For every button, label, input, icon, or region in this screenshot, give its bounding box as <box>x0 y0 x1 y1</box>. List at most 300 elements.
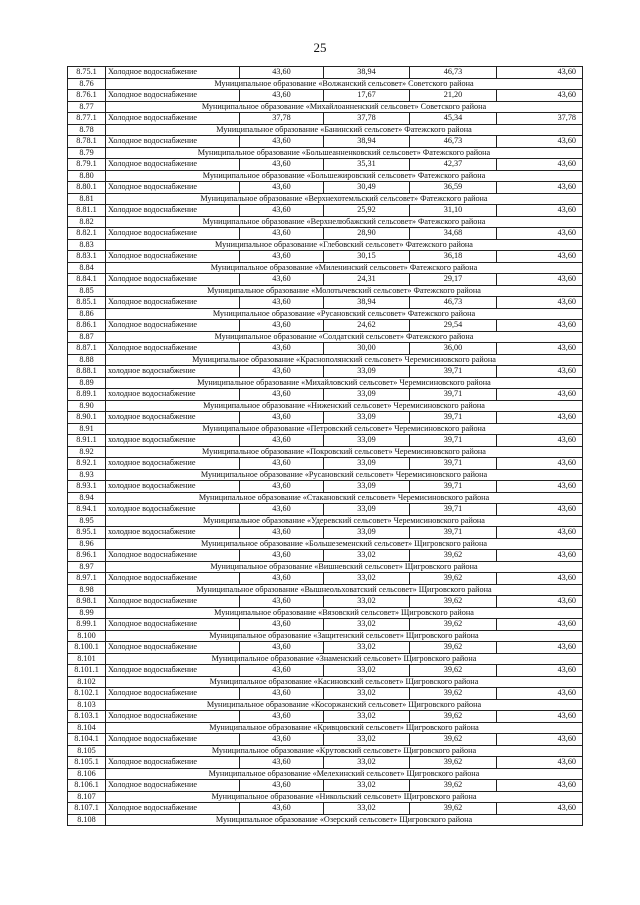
municipality-name: Муниципальное образование «Михайловский сельсовет» Черемисиновского района <box>106 377 583 389</box>
tariff-value-4: 43,60 <box>497 550 583 562</box>
municipality-row <box>68 124 583 136</box>
tariff-value-4: 43,60 <box>497 734 583 746</box>
tariff-value-4: 43,60 <box>497 573 583 585</box>
tariff-value-3: 46,73 <box>410 136 497 148</box>
tariff-row <box>68 780 583 792</box>
municipality-name: Муниципальное образование «Большеанненковский сельсовет» Фатежского района <box>106 147 583 159</box>
tariff-value-4: 37,78 <box>497 113 583 125</box>
tariff-value-1: 43,60 <box>240 642 324 654</box>
service-name: Холодное водоснабжение <box>106 228 240 240</box>
row-number: 8.97 <box>68 561 106 573</box>
municipality-name: Муниципальное образование «Кривцовский сельсовет» Щигровского района <box>106 722 583 734</box>
row-number: 8.82.1 <box>68 228 106 240</box>
tariff-value-1: 43,60 <box>240 596 324 608</box>
tariff-value-1: 43,60 <box>240 458 324 470</box>
municipality-row <box>68 584 583 596</box>
tariff-value-3: 34,68 <box>410 228 497 240</box>
row-number: 8.78 <box>68 124 106 136</box>
municipality-row <box>68 791 583 803</box>
municipality-row <box>68 331 583 343</box>
tariff-value-1: 43,60 <box>240 366 324 378</box>
tariff-row <box>68 113 583 125</box>
tariff-value-4: 43,60 <box>497 665 583 677</box>
row-number: 8.106.1 <box>68 780 106 792</box>
municipality-row <box>68 768 583 780</box>
tariff-value-3: 36,00 <box>410 343 497 355</box>
row-number: 8.77.1 <box>68 113 106 125</box>
tariff-value-2: 28,90 <box>324 228 410 240</box>
tariff-row <box>68 734 583 746</box>
tariff-row <box>68 343 583 355</box>
municipality-row <box>68 469 583 481</box>
tariff-row <box>68 596 583 608</box>
tariff-value-1: 43,60 <box>240 67 324 79</box>
row-number: 8.93 <box>68 469 106 481</box>
service-name: Холодное водоснабжение <box>106 274 240 286</box>
tariff-value-3: 39,62 <box>410 596 497 608</box>
municipality-row <box>68 676 583 688</box>
service-name: Холодное водоснабжение <box>106 550 240 562</box>
tariff-value-2: 33,02 <box>324 642 410 654</box>
row-number: 8.81.1 <box>68 205 106 217</box>
tariff-row <box>68 389 583 401</box>
tariff-value-4: 43,60 <box>497 619 583 631</box>
municipality-row <box>68 147 583 159</box>
row-number: 8.103 <box>68 699 106 711</box>
row-number: 8.78.1 <box>68 136 106 148</box>
municipality-name: Муниципальное образование «Озерский сельсовет» Щигровского района <box>106 814 583 826</box>
tariff-value-3: 39,71 <box>410 435 497 447</box>
tariff-value-2: 30,49 <box>324 182 410 194</box>
tariff-value-3: 39,62 <box>410 573 497 585</box>
tariff-value-1: 43,60 <box>240 205 324 217</box>
tariff-row <box>68 136 583 148</box>
service-name: Холодное водоснабжение <box>106 803 240 815</box>
tariff-value-4: 43,60 <box>497 389 583 401</box>
municipality-name: Муниципальное образование «Русановский сельсовет» Фатежского района <box>106 308 583 320</box>
tariff-value-1: 43,60 <box>240 412 324 424</box>
service-name: Холодное водоснабжение <box>106 67 240 79</box>
tariff-value-4: 43,60 <box>497 90 583 102</box>
tariff-value-4: 43,60 <box>497 412 583 424</box>
row-number: 8.95 <box>68 515 106 527</box>
row-number: 8.79 <box>68 147 106 159</box>
tariff-value-2: 33,02 <box>324 619 410 631</box>
municipality-name: Муниципальное образование «Мелехинский сельсовет» Щигровского района <box>106 768 583 780</box>
row-number: 8.89 <box>68 377 106 389</box>
tariff-value-1: 43,60 <box>240 688 324 700</box>
municipality-name: Муниципальное образование «Волжанский сельсовет» Советского района <box>106 78 583 90</box>
service-name: Холодное водоснабжение <box>106 734 240 746</box>
tariff-value-4: 43,60 <box>497 803 583 815</box>
municipality-name: Муниципальное образование «Никольский сельсовет» Щигровского района <box>106 791 583 803</box>
tariff-value-3: 36,18 <box>410 251 497 263</box>
tariff-value-3: 39,71 <box>410 458 497 470</box>
municipality-name: Муниципальное образование «Солдатский сельсовет» Фатежского района <box>106 331 583 343</box>
tariff-table <box>67 66 583 826</box>
tariff-row <box>68 412 583 424</box>
tariff-row <box>68 619 583 631</box>
tariff-value-2: 33,09 <box>324 366 410 378</box>
municipality-name: Муниципальное образование «Вишневский сельсовет» Щигровского района <box>106 561 583 573</box>
row-number: 8.81 <box>68 193 106 205</box>
tariff-row <box>68 642 583 654</box>
tariff-value-4: 43,60 <box>497 67 583 79</box>
row-number: 8.99 <box>68 607 106 619</box>
tariff-value-3: 39,62 <box>410 757 497 769</box>
municipality-name: Муниципальное образование «Большеземенский сельсовет» Щигровского района <box>106 538 583 550</box>
tariff-value-4: 43,60 <box>497 274 583 286</box>
service-name: Холодное водоснабжение <box>106 136 240 148</box>
municipality-name: Муниципальное образование «Миленинский сельсовет» Фатежского района <box>106 262 583 274</box>
tariff-value-1: 43,60 <box>240 274 324 286</box>
tariff-value-2: 25,92 <box>324 205 410 217</box>
tariff-row <box>68 504 583 516</box>
tariff-value-2: 30,15 <box>324 251 410 263</box>
row-number: 8.101.1 <box>68 665 106 677</box>
row-number: 8.102 <box>68 676 106 688</box>
tariff-table-body <box>68 67 583 826</box>
row-number: 8.84.1 <box>68 274 106 286</box>
tariff-value-2: 33,09 <box>324 458 410 470</box>
municipality-name: Муниципальное образование «Глебовский сельсовет» Фатежского района <box>106 239 583 251</box>
municipality-row <box>68 538 583 550</box>
tariff-row <box>68 228 583 240</box>
tariff-value-1: 43,60 <box>240 504 324 516</box>
page-number: 25 <box>313 40 327 55</box>
row-number: 8.104.1 <box>68 734 106 746</box>
tariff-value-3: 39,71 <box>410 412 497 424</box>
row-number: 8.76 <box>68 78 106 90</box>
municipality-row <box>68 492 583 504</box>
row-number: 8.88 <box>68 354 106 366</box>
tariff-value-1: 43,60 <box>240 527 324 539</box>
tariff-value-3: 42,37 <box>410 159 497 171</box>
municipality-name: Муниципальное образование «Ниженский сельсовет» Черемисиновского района <box>106 400 583 412</box>
tariff-value-1: 43,60 <box>240 90 324 102</box>
tariff-value-1: 43,60 <box>240 757 324 769</box>
service-name: Холодное водоснабжение <box>106 90 240 102</box>
row-number: 8.87 <box>68 331 106 343</box>
service-name: Холодное водоснабжение <box>106 780 240 792</box>
municipality-row <box>68 216 583 228</box>
tariff-value-2: 33,02 <box>324 573 410 585</box>
tariff-row <box>68 159 583 171</box>
tariff-value-3: 39,62 <box>410 803 497 815</box>
tariff-value-2: 38,94 <box>324 67 410 79</box>
tariff-row <box>68 481 583 493</box>
tariff-value-3: 45,34 <box>410 113 497 125</box>
municipality-row <box>68 193 583 205</box>
tariff-value-1: 43,60 <box>240 159 324 171</box>
service-name: Холодное водоснабжение <box>106 665 240 677</box>
row-number: 8.90.1 <box>68 412 106 424</box>
row-number: 8.83 <box>68 239 106 251</box>
tariff-row <box>68 205 583 217</box>
municipality-row <box>68 285 583 297</box>
tariff-row <box>68 757 583 769</box>
tariff-row <box>68 573 583 585</box>
municipality-row <box>68 239 583 251</box>
tariff-value-3: 39,62 <box>410 688 497 700</box>
tariff-value-4: 43,60 <box>497 366 583 378</box>
row-number: 8.98.1 <box>68 596 106 608</box>
municipality-name: Муниципальное образование «Косоржанский сельсовет» Щигровского района <box>106 699 583 711</box>
row-number: 8.103.1 <box>68 711 106 723</box>
row-number: 8.107 <box>68 791 106 803</box>
tariff-value-1: 43,60 <box>240 550 324 562</box>
tariff-value-3: 39,71 <box>410 389 497 401</box>
municipality-name: Муниципальное образование «Краснополянский сельсовет» Черемисиновского района <box>106 354 583 366</box>
row-number: 8.106 <box>68 768 106 780</box>
tariff-value-4: 43,60 <box>497 136 583 148</box>
row-number: 8.105 <box>68 745 106 757</box>
service-name: Холодное водоснабжение <box>106 251 240 263</box>
row-number: 8.105.1 <box>68 757 106 769</box>
tariff-value-4: 43,60 <box>497 711 583 723</box>
service-name: холодное водоснабжение <box>106 527 240 539</box>
row-number: 8.90 <box>68 400 106 412</box>
tariff-value-2: 24,31 <box>324 274 410 286</box>
service-name: Холодное водоснабжение <box>106 596 240 608</box>
tariff-value-4: 43,60 <box>497 780 583 792</box>
row-number: 8.96.1 <box>68 550 106 562</box>
municipality-name: Муниципальное образование «Молотычевский сельсовет» Фатежского района <box>106 285 583 297</box>
tariff-value-3: 39,62 <box>410 550 497 562</box>
tariff-value-2: 33,09 <box>324 481 410 493</box>
row-number: 8.91 <box>68 423 106 435</box>
service-name: Холодное водоснабжение <box>106 573 240 585</box>
municipality-name: Муниципальное образование «Покровский сельсовет» Черемисиновского района <box>106 446 583 458</box>
service-name: Холодное водоснабжение <box>106 688 240 700</box>
tariff-value-1: 43,60 <box>240 343 324 355</box>
row-number: 8.91.1 <box>68 435 106 447</box>
tariff-value-2: 33,02 <box>324 734 410 746</box>
tariff-value-1: 43,60 <box>240 389 324 401</box>
service-name: холодное водоснабжение <box>106 458 240 470</box>
municipality-row <box>68 814 583 826</box>
row-number: 8.99.1 <box>68 619 106 631</box>
tariff-row <box>68 320 583 332</box>
municipality-row <box>68 78 583 90</box>
service-name: Холодное водоснабжение <box>106 343 240 355</box>
municipality-name: Муниципальное образование «Верхнехотемльский сельсовет» Фатежского района <box>106 193 583 205</box>
tariff-value-2: 30,00 <box>324 343 410 355</box>
municipality-row <box>68 561 583 573</box>
municipality-row <box>68 630 583 642</box>
municipality-name: Муниципальное образование «Верхнелюбажский сельсовет» Фатежского района <box>106 216 583 228</box>
municipality-name: Муниципальное образование «Крутовский сельсовет» Щигровского района <box>106 745 583 757</box>
tariff-value-4: 43,60 <box>497 182 583 194</box>
tariff-value-4: 43,60 <box>497 458 583 470</box>
municipality-row <box>68 262 583 274</box>
tariff-value-3: 29,17 <box>410 274 497 286</box>
row-number: 8.95.1 <box>68 527 106 539</box>
municipality-row <box>68 722 583 734</box>
tariff-row <box>68 366 583 378</box>
row-number: 8.83.1 <box>68 251 106 263</box>
municipality-name: Муниципальное образование «Стакановский сельсовет» Черемисиновского района <box>106 492 583 504</box>
tariff-value-1: 43,60 <box>240 320 324 332</box>
row-number: 8.85.1 <box>68 297 106 309</box>
tariff-row <box>68 274 583 286</box>
tariff-value-3: 39,62 <box>410 780 497 792</box>
row-number: 8.80 <box>68 170 106 182</box>
tariff-value-3: 39,62 <box>410 711 497 723</box>
tariff-value-4: 43,60 <box>497 320 583 332</box>
municipality-row <box>68 446 583 458</box>
tariff-value-1: 43,60 <box>240 297 324 309</box>
service-name: холодное водоснабжение <box>106 389 240 401</box>
tariff-value-2: 33,09 <box>324 435 410 447</box>
service-name: холодное водоснабжение <box>106 481 240 493</box>
tariff-value-4: 43,60 <box>497 642 583 654</box>
tariff-row <box>68 435 583 447</box>
service-name: холодное водоснабжение <box>106 412 240 424</box>
tariff-value-1: 43,60 <box>240 136 324 148</box>
municipality-row <box>68 101 583 113</box>
tariff-value-3: 36,59 <box>410 182 497 194</box>
municipality-name: Муниципальное образование «Защитенский сельсовет» Щигровского района <box>106 630 583 642</box>
row-number: 8.85 <box>68 285 106 297</box>
tariff-value-4: 43,60 <box>497 527 583 539</box>
tariff-value-2: 38,94 <box>324 136 410 148</box>
tariff-value-3: 39,71 <box>410 366 497 378</box>
row-number: 8.86 <box>68 308 106 320</box>
tariff-row <box>68 688 583 700</box>
municipality-row <box>68 377 583 389</box>
service-name: холодное водоснабжение <box>106 504 240 516</box>
tariff-value-4: 43,60 <box>497 596 583 608</box>
tariff-row <box>68 90 583 102</box>
tariff-value-1: 43,60 <box>240 251 324 263</box>
row-number: 8.75.1 <box>68 67 106 79</box>
tariff-value-3: 39,62 <box>410 665 497 677</box>
municipality-row <box>68 400 583 412</box>
tariff-row <box>68 182 583 194</box>
tariff-value-1: 43,60 <box>240 481 324 493</box>
row-number: 8.93.1 <box>68 481 106 493</box>
row-number: 8.82 <box>68 216 106 228</box>
service-name: Холодное водоснабжение <box>106 320 240 332</box>
row-number: 8.100 <box>68 630 106 642</box>
tariff-row <box>68 711 583 723</box>
service-name: Холодное водоснабжение <box>106 205 240 217</box>
row-number: 8.84 <box>68 262 106 274</box>
row-number: 8.87.1 <box>68 343 106 355</box>
service-name: Холодное водоснабжение <box>106 619 240 631</box>
row-number: 8.108 <box>68 814 106 826</box>
tariff-row <box>68 527 583 539</box>
municipality-row <box>68 423 583 435</box>
service-name: Холодное водоснабжение <box>106 182 240 194</box>
tariff-row <box>68 67 583 79</box>
municipality-row <box>68 515 583 527</box>
tariff-value-4: 43,60 <box>497 205 583 217</box>
municipality-row <box>68 653 583 665</box>
service-name: холодное водоснабжение <box>106 435 240 447</box>
tariff-value-2: 33,02 <box>324 550 410 562</box>
tariff-value-2: 33,02 <box>324 665 410 677</box>
tariff-value-2: 24,62 <box>324 320 410 332</box>
municipality-name: Муниципальное образование «Касиновский сельсовет» Щигровского района <box>106 676 583 688</box>
tariff-value-3: 39,62 <box>410 734 497 746</box>
tariff-value-1: 43,60 <box>240 619 324 631</box>
service-name: Холодное водоснабжение <box>106 757 240 769</box>
municipality-name: Муниципальное образование «Знаменский сельсовет» Щигровского района <box>106 653 583 665</box>
tariff-row <box>68 550 583 562</box>
row-number: 8.102.1 <box>68 688 106 700</box>
tariff-value-2: 33,02 <box>324 780 410 792</box>
municipality-name: Муниципальное образование «Михайлоанненский сельсовет» Советского района <box>106 101 583 113</box>
service-name: Холодное водоснабжение <box>106 711 240 723</box>
tariff-value-2: 33,09 <box>324 412 410 424</box>
tariff-value-4: 43,60 <box>497 688 583 700</box>
row-number: 8.86.1 <box>68 320 106 332</box>
tariff-row <box>68 458 583 470</box>
municipality-name: Муниципальное образование «Вышнеольховатский сельсовет» Щигровского района <box>106 584 583 596</box>
tariff-value-2: 33,02 <box>324 803 410 815</box>
tariff-value-3: 39,71 <box>410 504 497 516</box>
row-number: 8.79.1 <box>68 159 106 171</box>
municipality-name: Муниципальное образование «Банинский сельсовет» Фатежского района <box>106 124 583 136</box>
tariff-value-2: 33,02 <box>324 757 410 769</box>
row-number: 8.104 <box>68 722 106 734</box>
tariff-value-1: 43,60 <box>240 803 324 815</box>
municipality-row <box>68 699 583 711</box>
row-number: 8.100.1 <box>68 642 106 654</box>
municipality-name: Муниципальное образование «Большежировский сельсовет» Фатежского района <box>106 170 583 182</box>
row-number: 8.94.1 <box>68 504 106 516</box>
tariff-row <box>68 665 583 677</box>
row-number: 8.80.1 <box>68 182 106 194</box>
row-number: 8.96 <box>68 538 106 550</box>
row-number: 8.92 <box>68 446 106 458</box>
tariff-value-2: 37,78 <box>324 113 410 125</box>
municipality-name: Муниципальное образование «Удеревский сельсовет» Черемисиновского района <box>106 515 583 527</box>
tariff-value-1: 43,60 <box>240 711 324 723</box>
row-number: 8.98 <box>68 584 106 596</box>
tariff-value-1: 43,60 <box>240 734 324 746</box>
municipality-row <box>68 354 583 366</box>
tariff-value-2: 33,02 <box>324 688 410 700</box>
municipality-row <box>68 308 583 320</box>
service-name: Холодное водоснабжение <box>106 642 240 654</box>
tariff-value-2: 33,02 <box>324 596 410 608</box>
row-number: 8.94 <box>68 492 106 504</box>
tariff-value-3: 29,54 <box>410 320 497 332</box>
tariff-value-3: 46,73 <box>410 67 497 79</box>
tariff-value-3: 21,20 <box>410 90 497 102</box>
tariff-row <box>68 251 583 263</box>
tariff-value-1: 43,60 <box>240 182 324 194</box>
tariff-value-3: 39,71 <box>410 481 497 493</box>
service-name: Холодное водоснабжение <box>106 297 240 309</box>
row-number: 8.77 <box>68 101 106 113</box>
tariff-value-3: 46,73 <box>410 297 497 309</box>
tariff-value-2: 35,31 <box>324 159 410 171</box>
tariff-value-4: 43,60 <box>497 343 583 355</box>
tariff-value-4: 43,60 <box>497 228 583 240</box>
tariff-value-2: 38,94 <box>324 297 410 309</box>
tariff-value-4: 43,60 <box>497 435 583 447</box>
municipality-row <box>68 170 583 182</box>
row-number: 8.92.1 <box>68 458 106 470</box>
tariff-row <box>68 803 583 815</box>
tariff-value-1: 37,78 <box>240 113 324 125</box>
municipality-name: Муниципальное образование «Петровский сельсовет» Черемисиновского района <box>106 423 583 435</box>
tariff-value-1: 43,60 <box>240 573 324 585</box>
